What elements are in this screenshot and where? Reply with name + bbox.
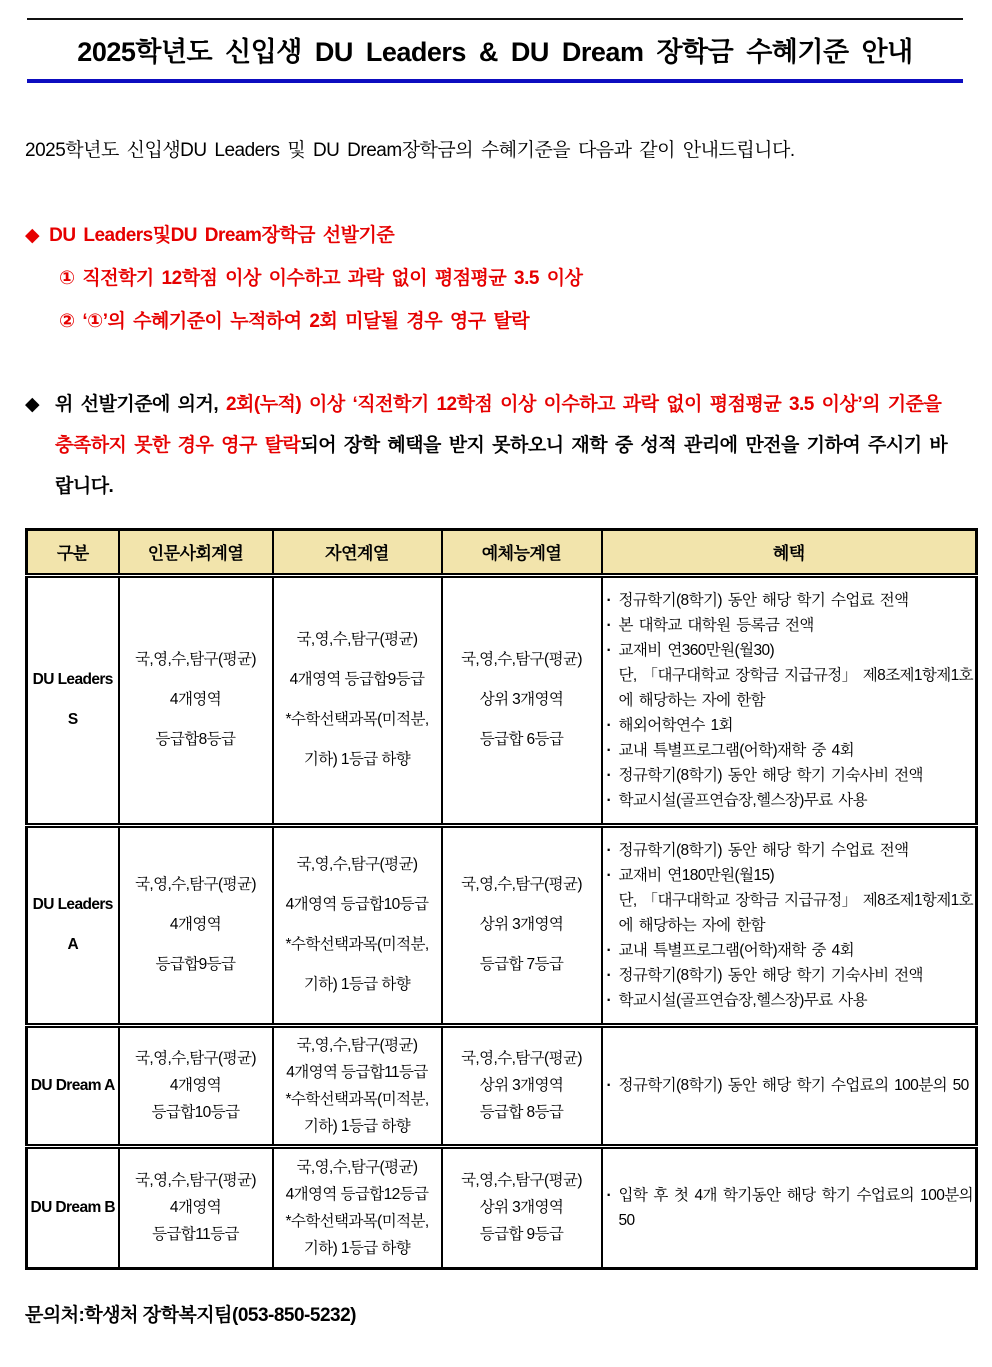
requirement-line: 4개영역 xyxy=(169,1199,222,1217)
notice-section xyxy=(25,385,965,508)
requirement-line: 4개영역 등급합9등급 xyxy=(289,671,425,689)
requirement-line: 국,영,수,탐구(평균) xyxy=(296,1158,418,1176)
requirement-line: 등급합10등급 xyxy=(151,1104,240,1122)
requirement-line: *수학선택과목(미적분, xyxy=(285,1212,429,1230)
requirement-line: 등급합 7등급 xyxy=(479,956,564,974)
requirement-line: 국,영,수,탐구(평균) xyxy=(461,651,582,669)
requirement-line: 상위 3개영역 xyxy=(479,916,564,934)
scholarship-table xyxy=(25,528,978,1270)
requirement-line: 국,영,수,탐구(평균) xyxy=(461,1172,582,1190)
benefit-item: · 학교시설(골프연습장,헬스장)무료 사용 xyxy=(605,788,974,813)
requirement-line: 국,영,수,탐구(평균) xyxy=(296,1036,418,1054)
benefit-item: · 정규학기(8학기) 동안 해당 학기 수업료 전액 xyxy=(605,838,974,863)
requirement-line: 등급합9등급 xyxy=(155,956,236,974)
column-header-3: 예체능계열 xyxy=(442,529,602,575)
column-header-0: 구분 xyxy=(27,529,119,575)
table-header-row xyxy=(27,529,977,575)
criteria-item-1: ① 직전학기 12학점 이상 이수하고 과락 없이 평점평균 3.5 이상 xyxy=(59,268,583,289)
benefit-item: · 교재비 연360만원(월30) xyxy=(605,638,974,663)
requirement-line: 4개영역 xyxy=(169,1077,222,1095)
requirement-line: 4개영역 xyxy=(169,691,222,709)
natural-requirement-cell xyxy=(273,1146,442,1268)
benefit-item: · 정규학기(8학기) 동안 해당 학기 수업료의 100분의 50 xyxy=(605,1073,974,1098)
benefits-cell xyxy=(602,825,977,1025)
benefits-cell xyxy=(602,1146,977,1268)
humanities-requirement-cell xyxy=(119,1146,273,1268)
benefits-cell xyxy=(602,1025,977,1146)
humanities-requirement-cell xyxy=(119,1025,273,1146)
requirement-line: 상위 3개영역 xyxy=(479,1199,564,1217)
selection-criteria-section xyxy=(25,220,965,333)
benefit-item: · 학교시설(골프연습장,헬스장)무료 사용 xyxy=(605,988,974,1013)
requirement-line: 기하) 1등급 하향 xyxy=(303,1117,411,1135)
requirement-line: 국,영,수,탐구(평균) xyxy=(296,856,418,874)
column-header-2: 자연계열 xyxy=(273,529,442,575)
benefit-item: · 정규학기(8학기) 동안 해당 학기 기숙사비 전액 xyxy=(605,963,974,988)
grade-name-cell: DU Dream B xyxy=(27,1146,119,1268)
requirement-line: *수학선택과목(미적분, xyxy=(285,1090,429,1108)
benefit-item: · 해외어학연수 1회 xyxy=(605,713,974,738)
requirement-line: *수학선택과목(미적분, xyxy=(285,711,429,729)
requirement-line: 국,영,수,탐구(평균) xyxy=(135,1050,256,1068)
contact-info: 문의처:학생처 장학복지팀(053-850-5232) xyxy=(25,1304,356,1326)
natural-requirement-cell xyxy=(273,1025,442,1146)
notice-text-red: 2회(누적) 이상 ‘직전학기 12학점 이상 이수하고 과락 없이 평점평균 3.5 이상’의 기준을 충족하지 못한 경우 영구 탈락 xyxy=(55,394,942,456)
benefit-item: · 교재비 연180만원(월15) xyxy=(605,863,974,888)
requirement-line: 등급합 8등급 xyxy=(479,1104,564,1122)
benefits-cell xyxy=(602,575,977,825)
requirement-line: 상위 3개영역 xyxy=(479,1077,564,1095)
top-divider xyxy=(27,18,963,20)
table-row-2 xyxy=(27,1025,977,1146)
criteria-item-2: ② ‘①’의 수혜기준이 누적하여 2회 미달될 경우 영구 탈락 xyxy=(59,311,530,332)
benefit-item: · 교내 특별프로그램(어학)재학 중 4회 xyxy=(605,938,974,963)
benefit-item: · 정규학기(8학기) 동안 해당 학기 기숙사비 전액 xyxy=(605,763,974,788)
table-row-3 xyxy=(27,1146,977,1268)
grade-name-cell: DU Leaders S xyxy=(27,575,119,825)
page-title: 2025학년도 신입생 DU Leaders & DU Dream 장학금 수혜기준 안내 xyxy=(77,37,913,67)
natural-requirement-cell xyxy=(273,575,442,825)
humanities-requirement-cell xyxy=(119,575,273,825)
diamond-bullet-icon: ◆ xyxy=(25,225,40,246)
column-header-1: 인문사회계열 xyxy=(119,529,273,575)
requirement-line: 국,영,수,탐구(평균) xyxy=(135,651,256,669)
requirement-line: 4개영역 등급합12등급 xyxy=(285,1185,429,1203)
requirement-line: 등급합 6등급 xyxy=(479,731,564,749)
requirement-line: 기하) 1등급 하향 xyxy=(303,751,411,769)
benefit-item: · 교내 특별프로그램(어학)재학 중 4회 xyxy=(605,738,974,763)
requirement-line: 국,영,수,탐구(평균) xyxy=(135,1172,256,1190)
criteria-heading-row xyxy=(25,220,965,247)
benefit-item: 단, 「대구대학교 장학금 지급규정」 제8조제1항제1호에 해당하는 자에 한함 xyxy=(618,891,973,934)
arts-requirement-cell xyxy=(442,1146,602,1268)
grade-name-cell: DU Dream A xyxy=(27,1025,119,1146)
requirement-line: 상위 3개영역 xyxy=(479,691,564,709)
arts-requirement-cell xyxy=(442,825,602,1025)
humanities-requirement-cell xyxy=(119,825,273,1025)
table-row-0 xyxy=(27,575,977,825)
column-header-4: 혜택 xyxy=(602,529,977,575)
requirement-line: 기하) 1등급 하향 xyxy=(303,976,411,994)
arts-requirement-cell xyxy=(442,1025,602,1146)
benefit-item: · 본 대학교 대학원 등록금 전액 xyxy=(605,613,974,638)
natural-requirement-cell xyxy=(273,825,442,1025)
benefit-item: · 정규학기(8학기) 동안 해당 학기 수업료 전액 xyxy=(605,588,974,613)
benefit-item: 단, 「대구대학교 장학금 지급규정」 제8조제1항제1호에 해당하는 자에 한함 xyxy=(618,666,973,709)
requirement-line: 국,영,수,탐구(평균) xyxy=(135,876,256,894)
requirement-line: 국,영,수,탐구(평균) xyxy=(296,631,418,649)
requirement-line: 기하) 1등급 하향 xyxy=(303,1239,411,1257)
requirement-line: 국,영,수,탐구(평균) xyxy=(461,1050,582,1068)
grade-name-cell: DU Leaders A xyxy=(27,825,119,1025)
requirement-line: 4개영역 등급합10등급 xyxy=(285,896,429,914)
requirement-line: 국,영,수,탐구(평균) xyxy=(461,876,582,894)
requirement-line: *수학선택과목(미적분, xyxy=(285,936,429,954)
diamond-bullet-icon: ◆ xyxy=(25,394,40,415)
intro-text: 2025학년도 신입생DU Leaders 및 DU Dream장학금의 수혜기준을 다음과 같이 안내드립니다. xyxy=(25,140,795,161)
requirement-line: 등급합8등급 xyxy=(155,731,236,749)
benefit-item: · 입학 후 첫 4개 학기동안 해당 학기 수업료의 100분의 50 xyxy=(605,1183,974,1233)
notice-text-black-after: 되어 장학 혜택을 받지 못하오니 재학 중 성적 관리에 만전을 기하여 주시기 바랍니다. xyxy=(55,434,948,497)
table-row-1 xyxy=(27,825,977,1025)
requirement-line: 등급합11등급 xyxy=(152,1226,239,1244)
notice-text-black-before: 위 선발기준에 의거, xyxy=(55,394,226,415)
arts-requirement-cell xyxy=(442,575,602,825)
requirement-line: 4개영역 xyxy=(169,916,222,934)
criteria-heading: DU Leaders및DU Dream장학금 선발기준 xyxy=(49,225,395,246)
requirement-line: 4개영역 등급합11등급 xyxy=(286,1063,428,1081)
requirement-line: 등급합 9등급 xyxy=(479,1226,564,1244)
title-underline xyxy=(27,79,963,83)
